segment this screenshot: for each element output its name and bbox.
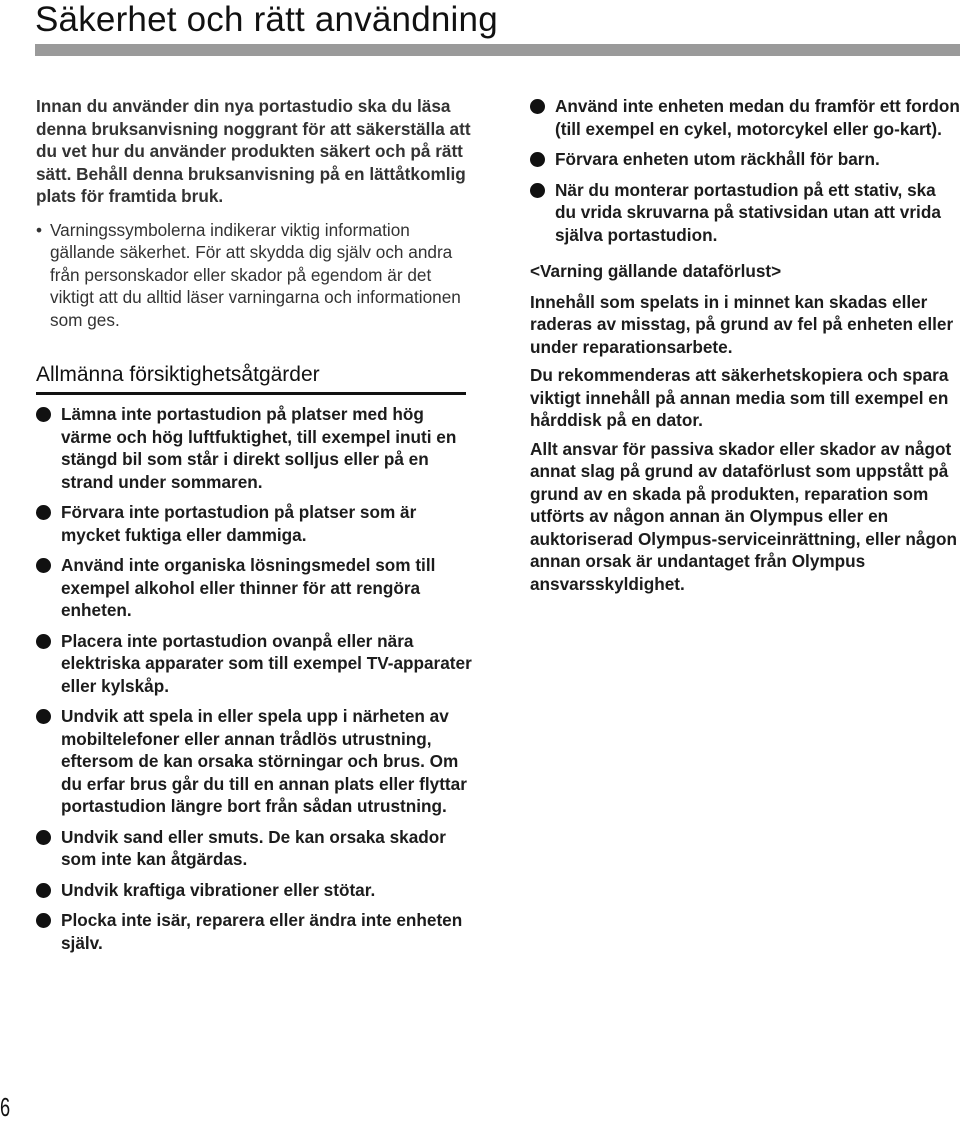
data-loss-heading: <Varning gällande dataförlust>	[530, 261, 782, 281]
data-loss-paragraph: Allt ansvar för passiva skador eller skador av något annat slag på grund av dataförlust som uppstått på grund av en skada på produkten, reparation som utförts av någon annan än Olympus eller en auktoriserad Olympus-serviceinrättning, eller någon annan orsak är undantaget från Olympus ansvarsskyldighet.	[530, 438, 957, 594]
list-item: Lämna inte portastudion på platser med hög värme och hög luftfuktighet, till exempel inuti en stängd bil som står i direkt solljus eller på en strand under sommaren.	[36, 403, 476, 493]
page-title: Säkerhet och rätt användning	[35, 0, 498, 39]
list-item: Undvik sand eller smuts. De kan orsaka skador som inte kan åtgärdas.	[36, 826, 476, 871]
data-loss-paragraph: Du rekommenderas att säkerhetskopiera och spara viktigt innehåll på annan media som till exempel en hårddisk på en dator.	[530, 365, 949, 430]
bullet-icon	[36, 634, 51, 649]
note-bullet: •	[36, 219, 43, 240]
data-loss-paragraph: Innehåll som spelats in i minnet kan skadas eller raderas av misstag, på grund av fel på enheten eller under reparationsarbete.	[530, 291, 954, 357]
list-item: Förvara enheten utom räckhåll för barn.	[530, 148, 960, 171]
general-precautions-list	[36, 403, 476, 954]
bullet-icon	[530, 99, 545, 114]
left-column	[36, 95, 476, 962]
intro-paragraph: Innan du använder din nya portastudio ska du läsa denna bruksanvisning noggrant för att säkerställa att du vet hur du använder produkten säkert och på rätt sätt. Behåll denna bruksanvisning på en lättåtkomlig plats för framtida bruk.	[36, 96, 471, 206]
right-precautions-list	[530, 95, 960, 246]
note-text: Varningssymbolerna indikerar viktig information gällande säkerhet. För att skydda dig själv och andra från personskador eller skador på egendom är det viktigt att du alltid läser varningarna och informationen som ges.	[50, 219, 461, 330]
safety-note	[36, 219, 476, 332]
list-item: Undvik att spela in eller spela upp i närheten av mobiltelefoner eller annan trådlös utrustning, eftersom de kan orsaka störningar och brus. Om du erfar brus går du till en annan plats eller flyttar portastudion längre bort från sådan utrustning.	[36, 705, 476, 818]
general-precautions-heading: Allmänna försiktighetsåtgärder	[36, 362, 466, 395]
bullet-icon	[36, 558, 51, 573]
bullet-icon	[36, 830, 51, 845]
bullet-icon	[36, 913, 51, 928]
bullet-icon	[530, 183, 545, 198]
list-item: När du monterar portastudion på ett stativ, ska du vrida skruvarna på stativsidan utan att vrida själva portastudion.	[530, 179, 960, 247]
right-column	[530, 95, 960, 595]
title-rule	[35, 44, 960, 56]
bullet-icon	[36, 407, 51, 422]
bullet-icon	[36, 883, 51, 898]
bullet-icon	[36, 505, 51, 520]
bullet-icon	[530, 152, 545, 167]
list-item: Använd inte organiska lösningsmedel som till exempel alkohol eller thinner för att rengöra enheten.	[36, 554, 476, 622]
list-item: Undvik kraftiga vibrationer eller stötar.	[36, 879, 476, 902]
list-item: Använd inte enheten medan du framför ett fordon (till exempel en cykel, motorcykel eller go-kart).	[530, 95, 960, 140]
list-item: Förvara inte portastudion på platser som är mycket fuktiga eller dammiga.	[36, 501, 476, 546]
page-number: 6	[0, 1092, 11, 1122]
list-item: Plocka inte isär, reparera eller ändra inte enheten själv.	[36, 909, 476, 954]
list-item: Placera inte portastudion ovanpå eller nära elektriska apparater som till exempel TV-apparater eller kylskåp.	[36, 630, 476, 698]
bullet-icon	[36, 709, 51, 724]
